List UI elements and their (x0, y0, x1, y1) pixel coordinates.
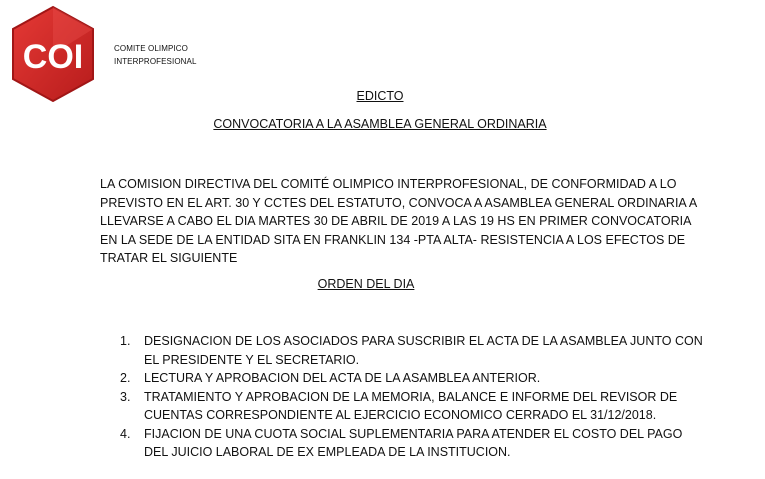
organization-name-line2: INTERPROFESIONAL (114, 57, 197, 66)
intro-line: EN LA SEDE DE LA ENTIDAD SITA EN FRANKLIN 134 -PTA ALTA- RESISTENCIA A LOS EFECTOS DE (100, 232, 686, 247)
agenda-item-number: 3. (120, 389, 131, 404)
intro-line: LA COMISION DIRECTIVA DEL COMITÉ OLIMPICO INTERPROFESIONAL, DE CONFORMIDAD A LO (100, 177, 677, 191)
agenda-item-text: TRATAMIENTO Y APROBACION DE LA MEMORIA, BALANCE E INFORME DEL REVISOR DE (144, 389, 678, 404)
agenda-item (120, 425, 683, 462)
agenda-item-text: DEL JUICIO LABORAL DE EX EMPLEADA DE LA INSTITUCION. (144, 445, 511, 459)
agenda-item-text: LECTURA Y APROBACION DEL ACTA DE LA ASAMBLEA ANTERIOR. (144, 371, 541, 385)
document-subtitle: CONVOCATORIA A LA ASAMBLEA GENERAL ORDINARIA (213, 117, 547, 131)
agenda-item (120, 388, 680, 425)
agenda-item-text: DESIGNACION DE LOS ASOCIADOS PARA SUSCRIBIR EL ACTA DE LA ASAMBLEA JUNTO CON (144, 334, 703, 348)
agenda-item-number: 1. (120, 334, 131, 348)
agenda-item-number: 4. (120, 426, 131, 441)
agenda-item (120, 332, 703, 369)
intro-line: TRATAR EL SIGUIENTE (100, 251, 238, 265)
document-title: EDICTO (356, 89, 404, 103)
organization-name (114, 42, 197, 68)
agenda-list (120, 332, 703, 462)
agenda-item-text: FIJACION DE UNA CUOTA SOCIAL SUPLEMENTARIA PARA ATENDER EL COSTO DEL PAGO (144, 426, 683, 441)
agenda-title: ORDEN DEL DIA (317, 277, 415, 291)
intro-line: LLEVARSE A CABO EL DIA MARTES 30 DE ABRIL DE 2019 A LAS 19 HS EN PRIMER CONVOCATORIA (100, 214, 692, 228)
intro-paragraph (100, 175, 698, 268)
agenda-item-text: EL PRESIDENTE Y EL SECRETARIO. (144, 352, 360, 367)
agenda-item-number: 2. (120, 371, 131, 385)
logo-text: COI (22, 38, 84, 76)
organization-name-line1: COMITE OLIMPICO (114, 44, 188, 53)
intro-line: PREVISTO EN EL ART. 30 Y CCTES DEL ESTATUTO, CONVOCA A ASAMBLEA GENERAL ORDINARIA A (100, 195, 698, 210)
agenda-item-text: CUENTAS CORRESPONDIENTE AL EJERCICIO ECONOMICO CERRADO EL 31/12/2018. (144, 408, 657, 422)
agenda-item (120, 369, 680, 388)
